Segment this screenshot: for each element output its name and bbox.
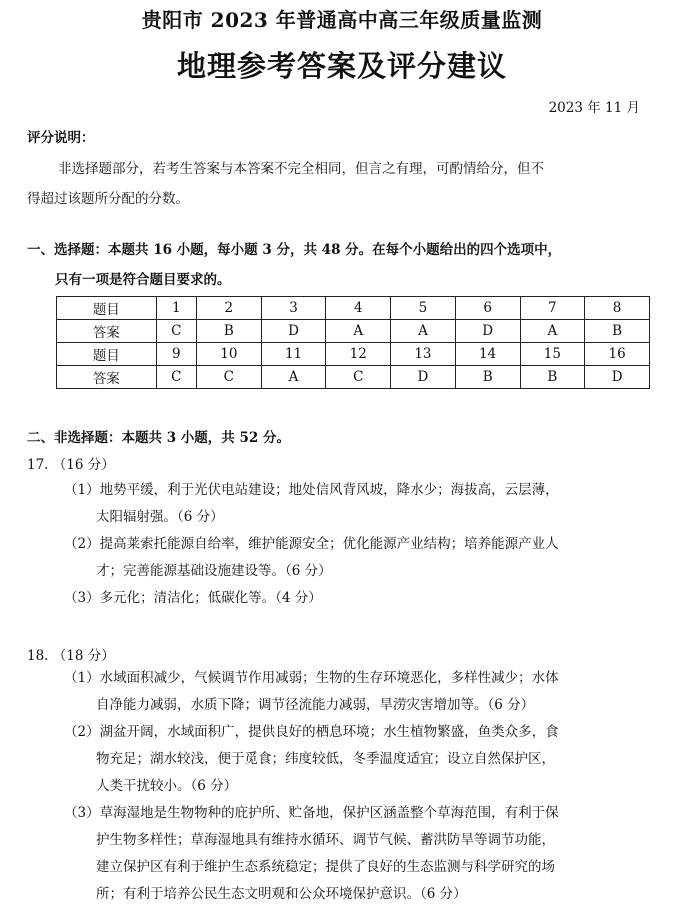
table-cell: C	[156, 366, 196, 389]
answer-line: 太阳辐射强。（6 分）	[96, 509, 224, 525]
table-cell: D	[261, 320, 326, 343]
table-cell: 8	[585, 297, 650, 320]
q18-answer-3	[64, 800, 559, 908]
answer-line: 物充足；湖水较浅，便于觅食；纬度较低，冬季温度适宜；设立自然保护区，	[96, 751, 555, 767]
exam-title: 贵阳市 2023 年普通高中高三年级质量监测	[141, 8, 543, 32]
scoring-notes-line-2: 得超过该题所分配的分数。	[27, 191, 189, 207]
table-cell: C	[326, 366, 391, 389]
table-cell: 4	[326, 297, 391, 320]
document-title: 地理参考答案及评分建议	[176, 49, 507, 83]
table-row	[57, 343, 650, 366]
question-17-label: 17. （16 分）	[27, 457, 115, 473]
table-row-header: 答案	[57, 320, 157, 343]
table-cell: D	[391, 366, 456, 389]
table-cell: C	[196, 366, 261, 389]
answer-line: 人类干扰较小。（6 分）	[96, 778, 238, 794]
table-cell: 7	[520, 297, 585, 320]
table-cell: 9	[156, 343, 196, 366]
question-17-answers	[64, 477, 559, 612]
answer-line: （1）地势平缓，利于光伏电站建设；地处信风背风坡，降水少；海拔高，云层薄，	[64, 482, 559, 498]
answer-line: （1）水域面积减少，气候调节作用减弱；生物的生存环境恶化，多样性减少；水体	[64, 670, 559, 686]
table-cell: B	[196, 320, 261, 343]
table-cell: B	[585, 320, 650, 343]
section-2-heading: 二、非选择题：本题共 3 小题，共 52 分。	[27, 430, 290, 446]
table-cell: A	[326, 320, 391, 343]
table-row-header: 题目	[57, 297, 157, 320]
table-cell: 16	[585, 343, 650, 366]
scoring-notes-line-1: 非选择题部分，若考生答案与本答案不完全相同，但言之有理，可酌情给分，但不	[58, 161, 544, 177]
answer-line: （3）草海湿地是生物物种的庇护所、贮备地，保护区涵盖整个草海范围，有利于保	[64, 805, 559, 821]
q17-answer-1	[64, 477, 559, 531]
section-1-heading-cont: 只有一项是符合题目要求的。	[55, 272, 231, 288]
table-cell: D	[585, 366, 650, 389]
table-cell: B	[520, 366, 585, 389]
table-row-header: 答案	[57, 366, 157, 389]
q17-answer-2	[64, 531, 559, 585]
answer-line: （2）提高莱索托能源自给率，维护能源安全；优化能源产业结构；培养能源产业人	[64, 536, 559, 552]
question-18-answers	[64, 665, 559, 908]
table-row-header: 题目	[57, 343, 157, 366]
table-cell: 5	[391, 297, 456, 320]
table-cell: C	[156, 320, 196, 343]
table-row	[57, 366, 650, 389]
document-date: 2023 年 11 月	[548, 100, 640, 116]
section-1-heading: 一、选择题：本题共 16 小题，每小题 3 分，共 48 分。在每个小题给出的四个选项中，	[27, 242, 562, 258]
table-cell: 13	[391, 343, 456, 366]
table-cell: 15	[520, 343, 585, 366]
table-cell: 2	[196, 297, 261, 320]
table-cell: A	[520, 320, 585, 343]
answer-line: （3）多元化；清洁化；低碳化等。（4 分）	[64, 590, 322, 606]
table-cell: 14	[455, 343, 520, 366]
q17-answer-3	[64, 585, 559, 612]
q18-answer-2	[64, 719, 559, 800]
answer-line: 自净能力减弱，水质下降；调节径流能力减弱，旱涝灾害增加等。（6 分）	[96, 697, 535, 713]
answer-line: 才；完善能源基础设施建设等。（6 分）	[96, 563, 332, 579]
table-cell: 11	[261, 343, 326, 366]
table-row	[57, 320, 650, 343]
answer-line: （2）湖盆开阔，水域面积广，提供良好的栖息环境；水生植物繁盛，鱼类众多，食	[64, 724, 559, 740]
scoring-notes-heading: 评分说明：	[27, 130, 95, 146]
table-cell: A	[261, 366, 326, 389]
question-18-label: 18. （18 分）	[27, 648, 115, 664]
table-cell: A	[391, 320, 456, 343]
table-cell: D	[455, 320, 520, 343]
table-cell: 3	[261, 297, 326, 320]
table-row	[57, 297, 650, 320]
table-cell: B	[455, 366, 520, 389]
answer-line: 护生物多样性；草海湿地具有维持水循环、调节气候、蓄洪防旱等调节功能，	[96, 832, 555, 848]
table-cell: 6	[455, 297, 520, 320]
q18-answer-1	[64, 665, 559, 719]
answer-table	[56, 296, 650, 389]
answer-line: 所；有利于培养公民生态文明观和公众环境保护意识。（6 分）	[96, 886, 467, 902]
table-cell: 1	[156, 297, 196, 320]
table-cell: 12	[326, 343, 391, 366]
answer-line: 建立保护区有利于维护生态系统稳定；提供了良好的生态监测与科学研究的场	[96, 859, 555, 875]
table-cell: 10	[196, 343, 261, 366]
